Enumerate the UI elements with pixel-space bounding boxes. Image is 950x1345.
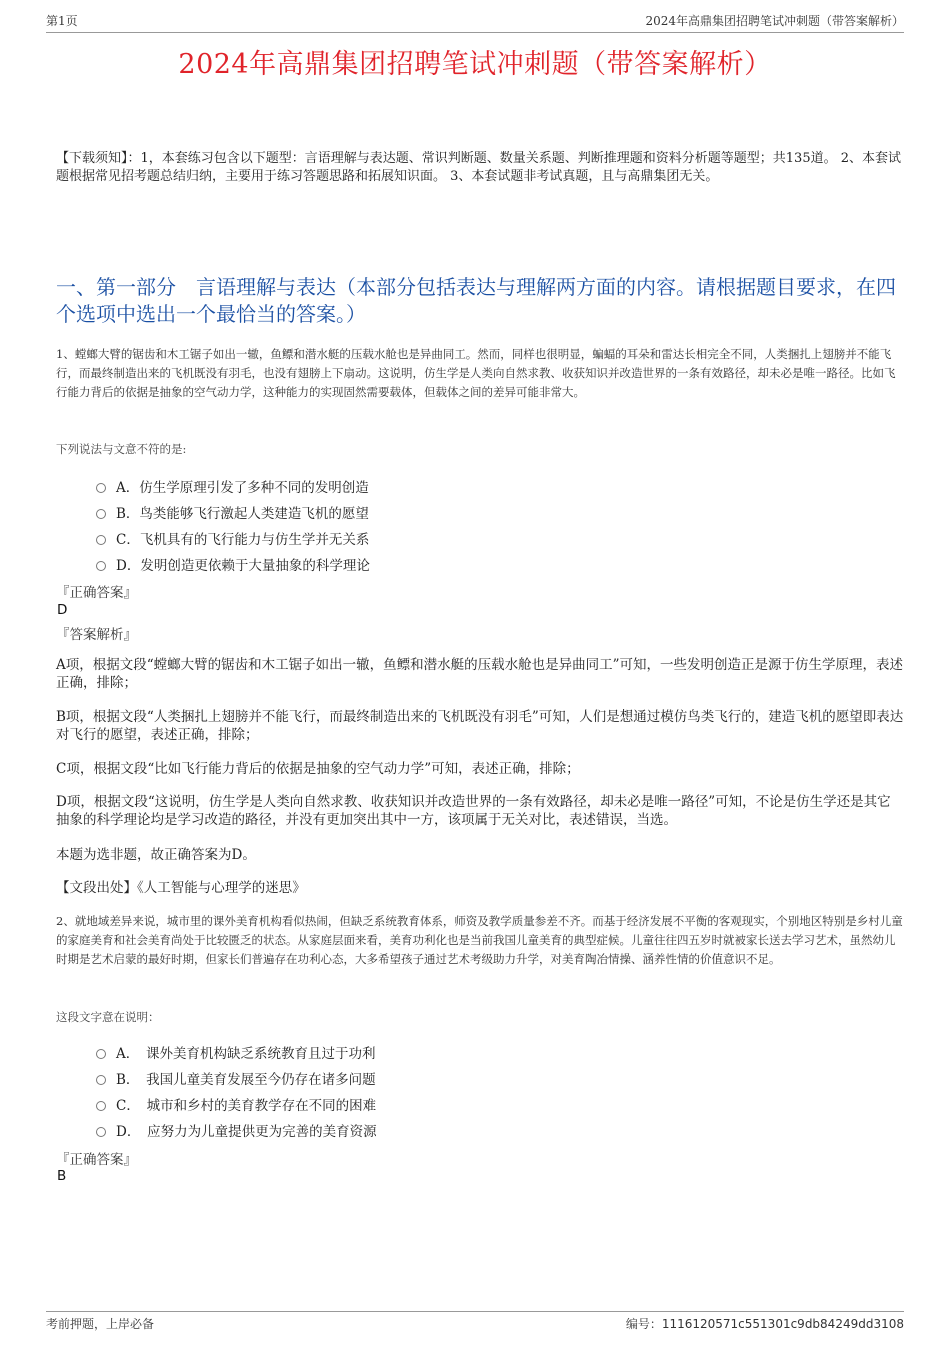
analysis-conclusion: 本题为选非题，故正确答案为D。 (56, 847, 256, 863)
page-header (46, 12, 904, 33)
radio-icon[interactable] (96, 1127, 106, 1137)
option-label: A．仿生学原理引发了多种不同的发明创造 (116, 480, 369, 496)
radio-icon[interactable] (96, 483, 106, 493)
analysis-item-c: C项，根据文段“比如飞行能力背后的依据是抽象的空气动力学”可知，表述正确，排除； (56, 761, 580, 777)
analysis-item-a: A项，根据文段“螳螂大臂的锯齿和木工锯子如出一辙，鱼鳔和潜水艇的压载水舱也是异曲同工”可知，一些发明创造正是源于仿生学原理，表述正确，排除； (56, 657, 904, 691)
option-label: D．发明创造更依赖于大量抽象的科学理论 (116, 558, 370, 574)
question-2-option-b[interactable] (96, 1065, 377, 1091)
header-doc-title: 2024年高鼎集团招聘笔试冲刺题（带答案解析） (645, 14, 904, 28)
option-label: A． 课外美育机构缺乏系统教育且过于功利 (116, 1046, 376, 1062)
question-1-options (96, 473, 370, 577)
question-2-options (96, 1039, 377, 1143)
radio-icon[interactable] (96, 1049, 106, 1059)
question-1-option-c[interactable] (96, 525, 370, 551)
question-1-passage: 1、螳螂大臂的锯齿和木工锯子如出一辙，鱼鳔和潜水艇的压载水舱也是异曲同工。然而，同样也很明显，蝙蝠的耳朵和雷达长相完全不同，人类捆扎上翅膀并不能飞行，而最终制造出来的飞机既没有羽毛，也没有翅膀上下扇动。这说明，仿生学是人类向自然求教、收获知识并改造世界的一条有效路径，却未必是唯一路径。比如飞行能力背后的依据是抽象的空气动力学，这种能力的实现固然需要载体，但载体之间的差异可能非常大。 (56, 347, 896, 399)
question-1-prompt: 下列说法与文意不符的是: (56, 442, 187, 456)
radio-icon[interactable] (96, 509, 106, 519)
question-2-passage: 2、就地域差异来说，城市里的课外美育机构看似热闹，但缺乏系统教育体系，师资及教学质量参差不齐。而基于经济发展不平衡的客观现实，个别地区特别是乡村儿童的家庭美育和社会美育尚处于比较匮乏的状态。从家庭层面来看，美育功利化也是当前我国儿童美育的典型症候。儿童往往四五岁时就被家长送去学习艺术，虽然幼儿时期是艺术启蒙的最好时期，但家长们普遍存在功利心态，大多希望孩子通过艺术考级助力升学，对美育陶冶情操、涵养性情的价值意识不足。 (56, 914, 903, 966)
document-id: 编号：1116120571c551301c9db84249dd3108 (625, 1317, 904, 1331)
question-1-option-a[interactable] (96, 473, 370, 499)
document-title: 2024年高鼎集团招聘笔试冲刺题（带答案解析） (178, 49, 772, 80)
question-2-answer: B (57, 1168, 67, 1184)
section-heading: 一、第一部分 言语理解与表达（本部分包括表达与理解两方面的内容。请根据题目要求，在四个选项中选出一个最恰当的答案。） (56, 275, 896, 326)
question-2-option-a[interactable] (96, 1039, 377, 1065)
question-2-option-d[interactable] (96, 1117, 377, 1143)
radio-icon[interactable] (96, 1101, 106, 1111)
page-number: 第1页 (46, 14, 78, 28)
question-1-option-d[interactable] (96, 551, 370, 577)
analysis-item-d: D项，根据文段“这说明，仿生学是人类向自然求教、收获知识并改造世界的一条有效路径，却未必是唯一路径”可知，不论是仿生学还是其它抽象的科学理论均是学习改造的路径，并没有更加突出其中一方，该项属于无关对比，表述错误，当选。 (56, 794, 891, 828)
option-label: C． 城市和乡村的美育教学存在不同的困难 (116, 1098, 377, 1114)
analysis-item-b: B项，根据文段“人类捆扎上翅膀并不能飞行，而最终制造出来的飞机既没有羽毛”可知，人们是想通过模仿鸟类飞行的，建造飞机的愿望即表达对飞行的愿望，表述正确，排除； (56, 709, 904, 743)
question-1-answer: D (57, 602, 68, 618)
radio-icon[interactable] (96, 561, 106, 571)
question-1-analysis-label: 『答案解析』 (56, 627, 137, 643)
option-label: B．鸟类能够飞行激起人类建造飞机的愿望 (116, 506, 369, 522)
question-2-prompt: 这段文字意在说明： (56, 1010, 160, 1024)
question-2-option-c[interactable] (96, 1091, 377, 1117)
download-notice: 【下载须知】：1，本套练习包含以下题型：言语理解与表达题、常识判断题、数量关系题、判断推理题和资料分析题等题型；共135道。 2、本套试题根据常见招考题总结归纳，主要用于练习答题思路和拓展知识面。 3、本套试题非考试真题，且与高鼎集团无关。 (56, 151, 901, 184)
option-label: B． 我国儿童美育发展至今仍存在诸多问题 (116, 1072, 376, 1088)
question-1-option-b[interactable] (96, 499, 370, 525)
passage-source: 【文段出处】《人工智能与心理学的迷思》 (56, 880, 306, 896)
page-footer (46, 1311, 904, 1335)
radio-icon[interactable] (96, 535, 106, 545)
option-label: C．飞机具有的飞行能力与仿生学并无关系 (116, 532, 370, 548)
option-label: D． 应努力为儿童提供更为完善的美育资源 (116, 1124, 377, 1140)
question-2-answer-label: 『正确答案』 (56, 1152, 137, 1168)
question-1-answer-label: 『正确答案』 (56, 585, 137, 601)
footer-slogan: 考前押题，上岸必备 (46, 1317, 155, 1331)
radio-icon[interactable] (96, 1075, 106, 1085)
